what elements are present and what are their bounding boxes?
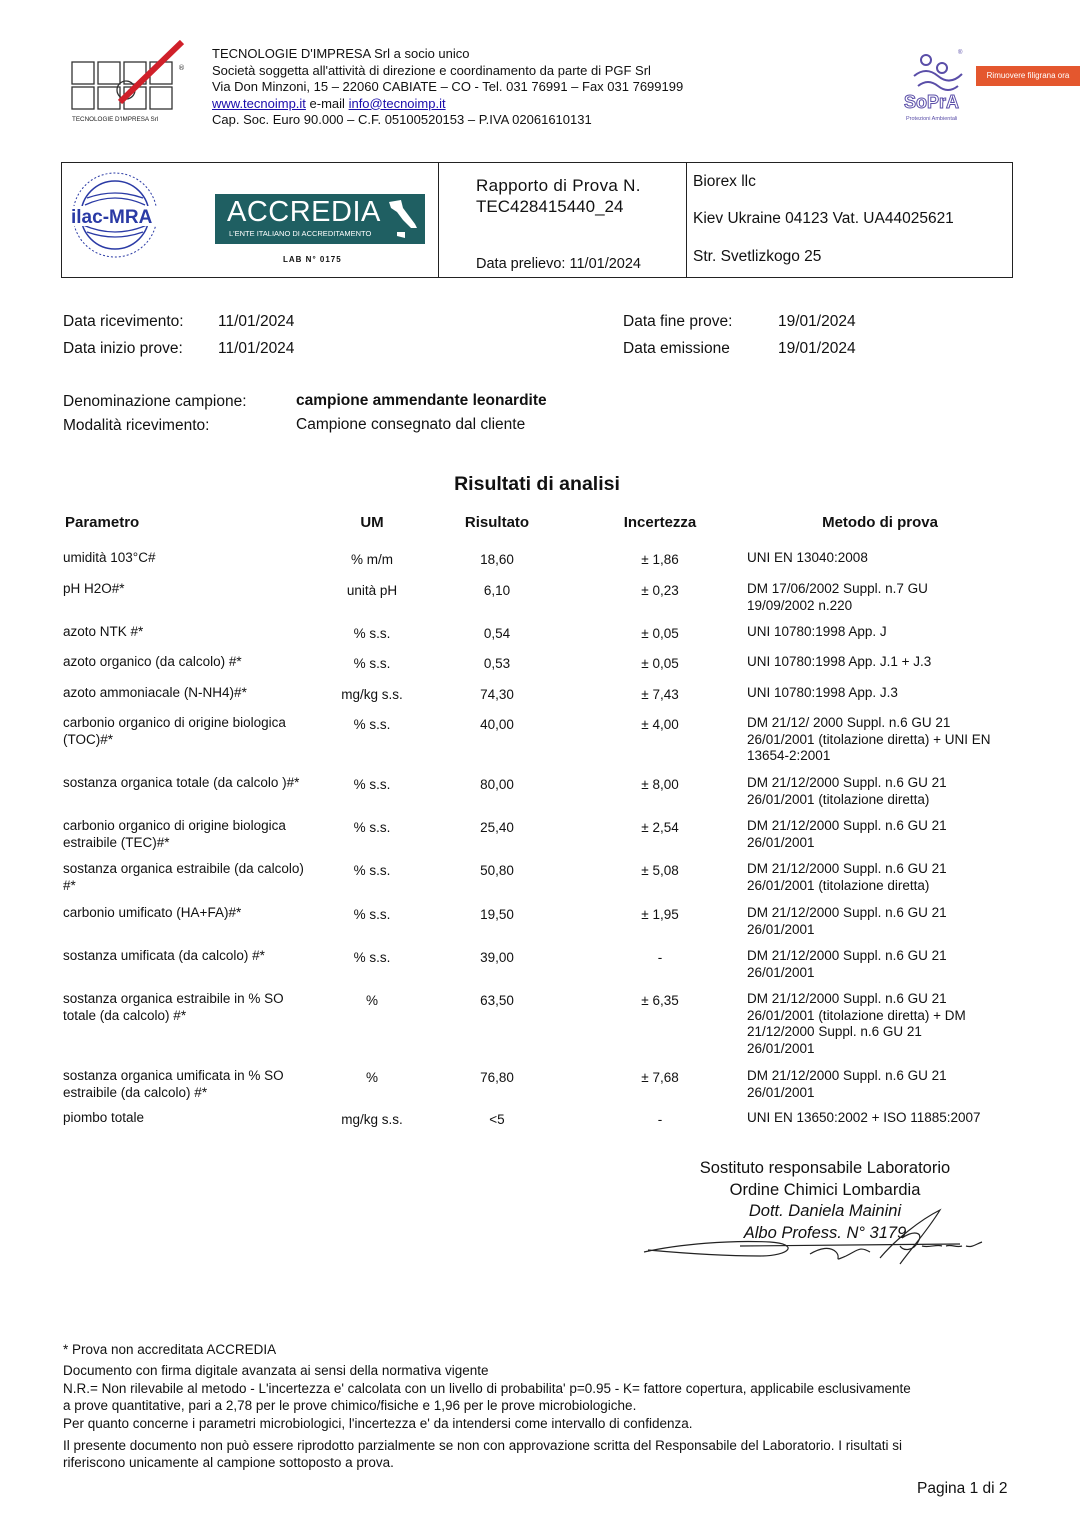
row-method-line: DM 21/12/2000 Suppl. n.6 GU 21 [747, 775, 947, 790]
row-method-line: DM 21/12/2000 Suppl. n.6 GU 21 [747, 818, 947, 833]
row-method [747, 991, 1032, 1057]
row-result: 76,80 [480, 1070, 514, 1085]
row-method [747, 905, 1032, 938]
row-parameter [63, 818, 333, 851]
row-parameter [63, 948, 333, 965]
row-parameter-line: carbonio umificato (HA+FA)#* [63, 905, 242, 920]
row-uncertainty: ± 8,00 [641, 777, 679, 792]
end-label: Data fine prove: [623, 313, 733, 330]
row-parameter-line: sostanza umificata (da calcolo) #* [63, 948, 265, 963]
company-capital-line: Cap. Soc. Euro 90.000 – C.F. 05100520153 – P.IVA 02061610131 [212, 112, 592, 127]
row-method [747, 948, 1032, 981]
row-method-line: UNI 10780:1998 App. J.1 + J.3 [747, 654, 932, 669]
header-incertezza: Incertezza [623, 514, 697, 531]
row-method-line: 26/01/2001 [747, 921, 815, 937]
signature-order: Ordine Chimici Lombardia [729, 1180, 921, 1199]
row-method-line: 13654-2:2001 [747, 748, 831, 763]
row-uncertainty: ± 5,08 [641, 863, 679, 878]
row-result: 6,10 [483, 583, 511, 598]
row-parameter [63, 581, 333, 598]
row-result: 39,00 [480, 950, 514, 965]
row-method [747, 550, 1032, 567]
row-result: 0,53 [483, 656, 511, 671]
row-method [747, 581, 1032, 614]
row-uncertainty: - [657, 950, 663, 965]
row-parameter [63, 550, 333, 567]
ilac-text: ilac-MRA [71, 207, 153, 228]
row-uncertainty: ± 4,00 [641, 717, 679, 732]
row-parameter-line: azoto NTK #* [63, 624, 144, 639]
row-unit: % m/m [351, 552, 393, 567]
row-method [747, 818, 1032, 851]
row-method-line: DM 21/12/2000 Suppl. n.6 GU 21 [747, 991, 947, 1006]
row-method [747, 861, 1032, 894]
accredia-subtitle: L'ENTE ITALIANO DI ACCREDITAMENTO [229, 229, 372, 238]
sopra-tagline: Protezioni Ambientali [906, 116, 958, 122]
row-parameter-line: sostanza organica estraibile (da calcolo) [63, 861, 304, 876]
page-number: Pagina 1 di 2 [917, 1480, 1008, 1497]
received-date: 11/01/2024 [218, 313, 295, 330]
row-uncertainty: ± 0,05 [641, 626, 679, 641]
header-um: UM [360, 514, 384, 531]
report-number: TEC428415440_24 [476, 197, 624, 216]
ilac-mra-logo [65, 170, 165, 260]
row-method-line: 26/01/2001 [747, 1040, 815, 1056]
header-risultato: Risultato [464, 514, 530, 531]
footnote-microbiological: Per quanto concerne i parametri microbiologici, l'incertezza e' da intendersi come intervallo di confidenza. [63, 1416, 693, 1431]
row-unit: % s.s. [353, 777, 391, 792]
row-method [747, 1110, 1032, 1127]
row-result: 63,50 [480, 993, 514, 1008]
sample-mode-label: Modalità ricevimento: [63, 417, 210, 434]
company-line: Società soggetta all'attività di direzione e coordinamento da parte di PGF Srl [212, 62, 651, 78]
remove-watermark-button[interactable]: Rimuovere filigrana ora [976, 66, 1080, 86]
row-unit: mg/kg s.s. [341, 1112, 403, 1127]
row-method-line: 26/01/2001 (titolazione diretta) [747, 877, 930, 893]
row-parameter-line: sostanza organica totale (da calcolo )#* [63, 775, 300, 790]
company-logo [70, 40, 190, 125]
row-parameter [63, 685, 333, 702]
row-method-line: UNI 10780:1998 App. J [747, 624, 887, 639]
footnote-reproduction-cont: riferiscono unicamente al campione sottoposto a prova. [63, 1455, 394, 1470]
header-parametro: Parametro [65, 514, 140, 531]
footnote-uncertainty-cont: a prove quantitative, pari a 2,78 per le prove chimico/fisiche e 1,96 per le prove microbiologiche. [63, 1398, 637, 1413]
row-method-line: DM 17/06/2002 Suppl. n.7 GU [747, 581, 928, 596]
row-method-line: UNI 10780:1998 App. J.3 [747, 685, 898, 700]
row-method-line: UNI EN 13040:2008 [747, 550, 868, 565]
row-parameter-line: piombo totale [63, 1110, 145, 1125]
row-parameter-line: azoto ammoniacale (N-NH4)#* [63, 685, 247, 700]
row-parameter-line: sostanza organica estraibile in % SO [63, 991, 284, 1006]
svg-text:®: ® [958, 50, 963, 56]
row-method [747, 715, 1032, 765]
sample-name: campione ammendante leonardite [296, 392, 547, 409]
row-result: 74,30 [480, 687, 514, 702]
footnote-uncertainty: N.R.= Non rilevabile al metodo - L'incertezza e' calcolata con un livello di probabilita' p=0.95 - K= fattore copertura, applicabile esclusivamente [63, 1381, 911, 1396]
row-parameter [63, 1068, 333, 1101]
row-uncertainty: ± 0,05 [641, 656, 679, 671]
footnote-not-accredited: * Prova non accreditata ACCREDIA [63, 1342, 277, 1357]
issue-date: 19/01/2024 [778, 340, 856, 357]
row-parameter-line: (TOC)#* [63, 731, 114, 747]
start-date: 11/01/2024 [218, 340, 295, 357]
row-result: 19,50 [480, 907, 514, 922]
row-method [747, 654, 1032, 671]
row-uncertainty: ± 1,95 [641, 907, 679, 922]
row-method-line: 26/01/2001 (titolazione diretta) [747, 791, 930, 807]
row-unit: unità pH [346, 583, 398, 598]
sampling-date: Data prelievo: 11/01/2024 [476, 256, 641, 272]
row-parameter [63, 715, 333, 748]
row-method-line: 26/01/2001 [747, 964, 815, 980]
row-result: 50,80 [480, 863, 514, 878]
row-result: 40,00 [480, 717, 514, 732]
company-email-link[interactable]: info@tecnoimp.it [348, 95, 446, 111]
row-unit: % s.s. [353, 626, 391, 641]
client-name: Biorex llc [693, 173, 756, 190]
row-method-line: 19/09/2002 n.220 [747, 597, 853, 613]
row-method [747, 1068, 1032, 1101]
footnote-digital-signature: Documento con firma digitale avanzata ai sensi della normativa vigente [63, 1363, 489, 1378]
row-method-line: DM 21/12/2000 Suppl. n.6 GU 21 [747, 948, 947, 963]
company-line: Via Don Minzoni, 15 – 22060 CABIATE – CO - Tel. 031 76991 – Fax 031 7699199 [212, 79, 684, 94]
signature-name: Dott. Daniela Mainini [748, 1202, 902, 1220]
row-uncertainty: ± 7,43 [641, 687, 679, 702]
row-result: <5 [489, 1112, 505, 1127]
row-unit: % [365, 1070, 378, 1085]
results-title: Risultati di analisi [454, 473, 620, 495]
row-parameter-line: umidità 103°C# [63, 550, 156, 565]
signature-registration: Albo Profess. N° 3179 [743, 1223, 907, 1242]
report-label: Rapporto di Prova N. [476, 176, 641, 195]
client-address: Kiev Ukraine 04123 Vat. UA44025621 [693, 210, 954, 227]
row-method-line: 26/01/2001 (titolazione diretta) + DM [747, 1007, 966, 1023]
row-uncertainty: ± 1,86 [641, 552, 679, 567]
row-parameter [63, 775, 333, 792]
row-parameter [63, 654, 333, 671]
row-unit: % s.s. [353, 820, 391, 835]
row-uncertainty: - [657, 1112, 663, 1127]
row-result: 18,60 [480, 552, 514, 567]
row-method-line: 21/12/2000 Suppl. n.6 GU 21 [747, 1024, 922, 1039]
company-website-link[interactable]: www.tecnoimp.it [212, 95, 306, 111]
row-parameter [63, 861, 333, 894]
row-parameter-line: estraibile (da calcolo) #* [63, 1084, 208, 1100]
row-parameter-line: carbonio organico di origine biologica [63, 818, 286, 833]
handwritten-signature [640, 1200, 1010, 1280]
row-uncertainty: ± 7,68 [641, 1070, 679, 1085]
row-uncertainty: ± 0,23 [641, 583, 679, 598]
start-label: Data inizio prove: [63, 340, 183, 357]
row-method-line: 26/01/2001 [747, 834, 815, 850]
lab-number: LAB N° 0175 [283, 255, 342, 264]
row-unit: % s.s. [353, 717, 391, 732]
accredia-name: ACCREDIA [227, 196, 381, 228]
row-method-line: DM 21/12/2000 Suppl. n.6 GU 21 [747, 905, 947, 920]
row-method-line: DM 21/12/2000 Suppl. n.6 GU 21 [747, 1068, 947, 1083]
issue-label: Data emissione [623, 340, 730, 357]
sopra-logo [896, 46, 980, 126]
row-parameter-line: totale (da calcolo) #* [63, 1007, 187, 1023]
row-unit: % s.s. [353, 950, 391, 965]
row-method [747, 685, 1032, 702]
row-method-line: DM 21/12/ 2000 Suppl. n.6 GU 21 [747, 715, 951, 730]
row-unit: % s.s. [353, 863, 391, 878]
end-date: 19/01/2024 [778, 313, 856, 330]
sample-mode: Campione consegnato dal cliente [296, 416, 526, 433]
client-street: Str. Svetlizkogo 25 [693, 248, 822, 265]
row-unit: mg/kg s.s. [341, 687, 403, 702]
footnote-reproduction: Il presente documento non può essere riprodotto parzialmente se non con approvazione scritta del Responsabile del Laboratorio. I risultati si [63, 1438, 902, 1453]
row-parameter-line: carbonio organico di origine biologica [63, 715, 286, 730]
email-label: e-mail [309, 95, 345, 111]
sopra-name: SoPrA [904, 92, 960, 112]
row-parameter [63, 624, 333, 641]
row-method [747, 624, 1032, 641]
row-uncertainty: ± 2,54 [641, 820, 679, 835]
row-result: 25,40 [480, 820, 514, 835]
header-metodo: Metodo di prova [822, 514, 938, 531]
row-uncertainty: ± 6,35 [641, 993, 679, 1008]
row-result: 0,54 [483, 626, 511, 641]
row-parameter-line: pH H2O#* [63, 581, 125, 596]
row-unit: % s.s. [353, 907, 391, 922]
received-label: Data ricevimento: [63, 313, 184, 330]
row-unit: % [365, 993, 378, 1008]
row-method-line: 26/01/2001 [747, 1084, 815, 1100]
row-method-line: DM 21/12/2000 Suppl. n.6 GU 21 [747, 861, 947, 876]
row-parameter [63, 1110, 333, 1127]
company-logo-caption: TECNOLOGIE D'IMPRESA Srl [72, 116, 159, 123]
row-method-line: 26/01/2001 (titolazione diretta) + UNI EN [747, 731, 991, 747]
row-result: 80,00 [480, 777, 514, 792]
row-unit: % s.s. [353, 656, 391, 671]
row-parameter-line: sostanza organica umificata in % SO [63, 1068, 284, 1083]
row-parameter-line: #* [63, 877, 76, 893]
company-line: TECNOLOGIE D'IMPRESA Srl a socio unico [212, 46, 470, 61]
svg-text:®: ® [178, 64, 185, 72]
company-info [212, 46, 683, 129]
row-parameter-line: azoto organico (da calcolo) #* [63, 654, 242, 669]
signature-role: Sostituto responsabile Laboratorio [699, 1159, 951, 1177]
row-parameter-line: estraibile (TEC)#* [63, 834, 170, 850]
row-method-line: UNI EN 13650:2002 + ISO 11885:2007 [747, 1110, 981, 1125]
row-parameter [63, 905, 333, 922]
sample-name-label: Denominazione campione: [63, 393, 247, 410]
row-parameter [63, 991, 333, 1024]
row-method [747, 775, 1032, 808]
